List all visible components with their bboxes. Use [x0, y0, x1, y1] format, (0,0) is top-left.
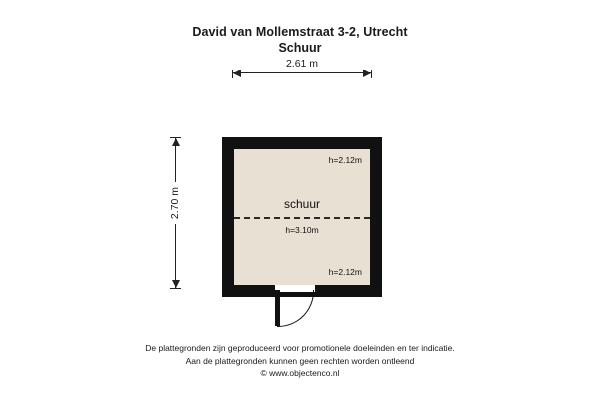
footer-line-2: Aan de plattegronden kunnen geen rechten worden ontleend: [185, 355, 415, 366]
arrow-up-icon: [172, 138, 180, 146]
footer-line-1: De plattegronden zijn geproduceerd voor promotionele doeleinden en ter indicatie.: [145, 343, 455, 353]
room-label-schuur: schuur: [283, 197, 321, 211]
ceiling-height-bottom: h=2.12m: [328, 267, 362, 277]
ceiling-height-divider: [234, 217, 370, 219]
footer-disclaimer: [0, 342, 600, 380]
dimension-height-label: 2.70 m: [169, 182, 181, 224]
title-subject: Schuur: [278, 41, 322, 55]
door-symbol: [275, 290, 315, 332]
dimension-width-label-wrap: [232, 58, 372, 70]
floorplan-shape: [222, 137, 382, 297]
dimension-height-cap-bottom: [170, 288, 181, 289]
page-title: [0, 24, 600, 56]
dimension-width: [232, 58, 372, 86]
ceiling-height-middle: h=3.10m: [285, 225, 319, 235]
door-swing-arc: [277, 290, 314, 327]
dimension-height-label-wrap: [169, 165, 181, 241]
dimension-height: [163, 137, 187, 289]
footer-copyright: © www.objectenco.nl: [260, 368, 340, 378]
title-address: David van Mollemstraat 3-2, Utrecht: [192, 25, 408, 39]
dimension-width-label: 2.61 m: [280, 58, 324, 70]
arrow-down-icon: [172, 280, 180, 288]
ceiling-height-top: h=2.12m: [328, 155, 362, 165]
dimension-width-line: [232, 72, 372, 73]
